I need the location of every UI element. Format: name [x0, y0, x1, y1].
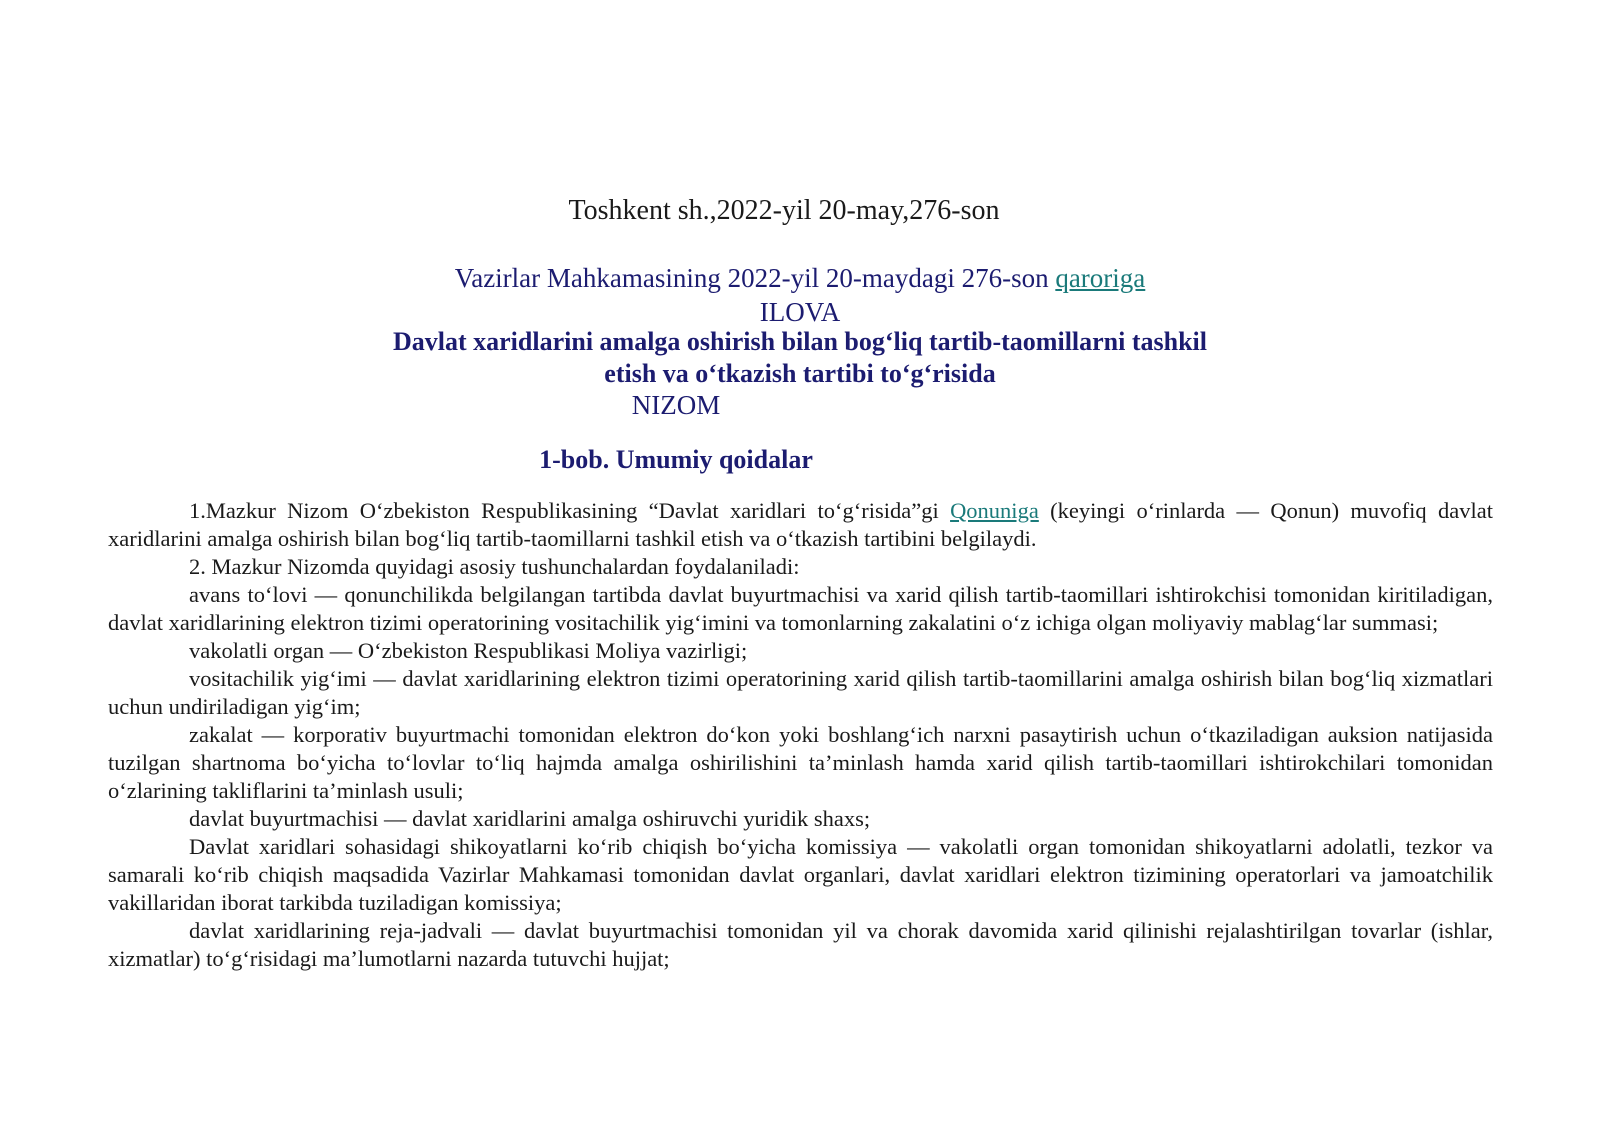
- law-link[interactable]: Qonuniga: [950, 498, 1039, 523]
- definition-davlat-buyurtmachisi: davlat buyurtmachisi — davlat xaridlarini amalga oshiruvchi yuridik shaxs;: [189, 806, 871, 831]
- definition-reja-jadvali: davlat xaridlarining reja-jadvali — davlat buyurtmachisi tomonidan yil va chorak davomida xarid qilinishi rejalashtirilgan tovarlar (ishlar, xizmatlar) to‘g‘risidagi ma’lumotlarni nazarda tutuvchi hujjat;: [108, 918, 1493, 971]
- definition-zakalat: zakalat — korporativ buyurtmachi tomonidan elektron do‘kon yoki boshlang‘ich narxni pasaytirish uchun o‘tkaziladigan auksion natijasida tuzilgan shartnoma bo‘yicha to‘lovlar to‘liq hajmda amalga oshirilishini ta’minlash hamda xarid qilish tartib-taomillari ishtirokchilari tomonidan o‘zlarining takliflarini ta’minlash usuli;: [108, 722, 1493, 803]
- title-line-1: Davlat xaridlarini amalga oshirish bilan bog‘liq tartib-taomillarni tashkil: [392, 327, 1208, 356]
- definition-vositachilik: vositachilik yig‘imi — davlat xaridlarining elektron tizimi operatorining xarid qilish tartib-taomillarini amalga oshirish bilan bog‘liq xizmatlari uchun undiriladigan yig‘im;: [108, 666, 1493, 719]
- document-title: [0, 326, 1600, 390]
- paragraph-1-text-end: (keyingi o‘rinlarda — Qonun) muvofiq davlat xaridlarini amalga oshirish bilan bog‘liq tartib-taomillarni tashkil etish va o‘tkazish tartibini belgilaydi.: [108, 498, 1493, 551]
- chapter-heading: [0, 443, 1600, 477]
- resolution-link[interactable]: qaroriga: [1055, 263, 1146, 293]
- paragraph-1: [108, 497, 1493, 553]
- paragraph-1-text-start: 1.Mazkur Nizom O‘zbekiston Respublikasining “Davlat xaridlari to‘g‘risida”gi: [189, 498, 951, 523]
- paragraph-2: 2. Mazkur Nizomda quyidagi asosiy tushunchalardan foydalaniladi:: [189, 554, 800, 579]
- title-line-2: etish va o‘tkazish tartibi to‘g‘risida: [604, 359, 996, 388]
- reference-text: Vazirlar Mahkamasining 2022-yil 20-maydagi 276-son: [454, 263, 1056, 293]
- regulation-label: [0, 389, 1600, 421]
- document-body: [108, 497, 1493, 973]
- definition-avans: avans to‘lovi — qonunchilikda belgilangan tartibda davlat buyurtmachisi va xarid qilish tartib-taomillari ishtirokchisi tomonidan kiritiladigan, davlat xaridlarining elektron tizimi operatorining vositachilik yig‘imini va tomonlarning zakalatini o‘z ichiga olgan moliyaviy mablag‘lar summasi;: [108, 582, 1493, 635]
- place-date-line: [0, 194, 1600, 228]
- definition-komissiya: Davlat xaridlari sohasidagi shikoyatlarni ko‘rib chiqish bo‘yicha komissiya — vakolatli organ tomonidan shikoyatlarni adolatli, tezkor va samarali ko‘rib chiqish maqsadida Vazirlar Mahkamasi tomonidan davlat organlari, davlat xaridlari elektron tizimining operatorlari va jamoatchilik vakillaridan iborat tarkibda tuziladigan komissiya;: [108, 834, 1493, 915]
- definition-vakolatli-organ: vakolatli organ — O‘zbekiston Respublikasi Moliya vazirligi;: [189, 638, 748, 663]
- chapter-heading-text: 1-bob. Umumiy qoidalar: [539, 445, 813, 474]
- regulation-label-text: NIZOM: [631, 390, 721, 420]
- appendix-label: ILOVA: [759, 297, 841, 327]
- resolution-reference: [0, 262, 1600, 294]
- place-date-text: Toshkent sh.,2022-yil 20-may,276-son: [568, 195, 1000, 226]
